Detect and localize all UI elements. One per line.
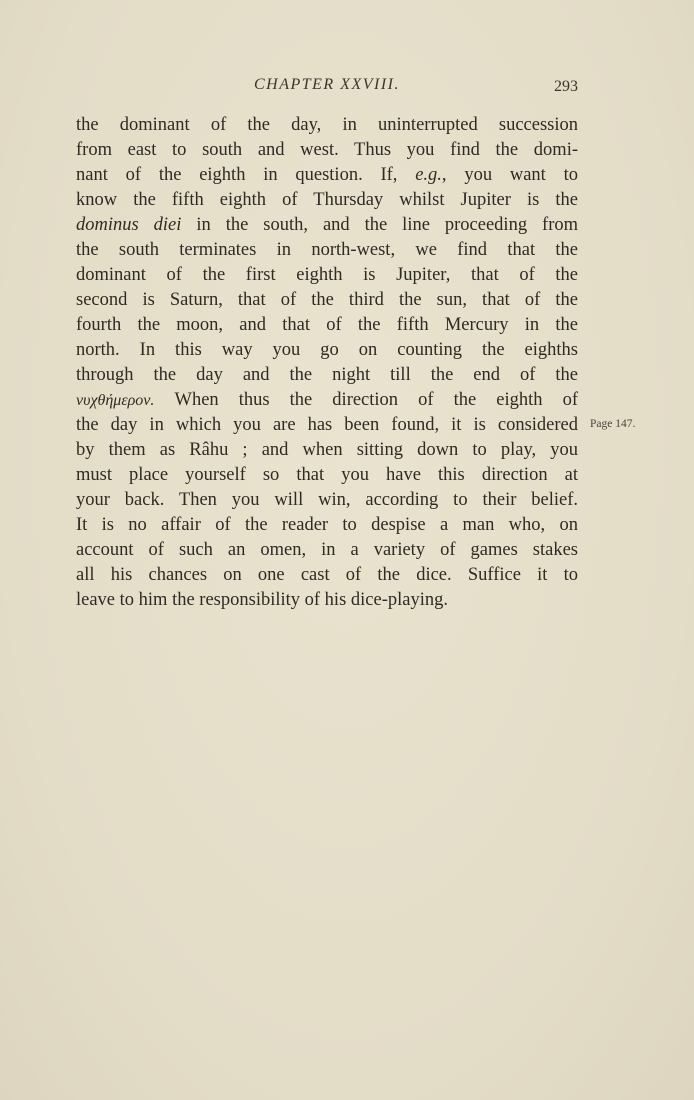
body-text <box>76 113 578 613</box>
text-line: dominus diei in the south, and the line proceeding from <box>76 215 578 235</box>
text-line: fourth the moon, and that of the fifth Mercury in the <box>76 315 578 335</box>
text-line: nant of the eighth in question. If, e.g., you want to <box>76 165 578 185</box>
text-line: the dominant of the day, in uninterrupted succession <box>76 115 578 135</box>
margin-page-reference: Page 147. <box>590 418 636 430</box>
text-line: the day in which you are has been found, it is considered <box>76 415 578 435</box>
text-line: leave to him the responsibility of his dice-playing. <box>76 590 448 610</box>
text-line: by them as Râhu ; and when sitting down to play, you <box>76 440 578 460</box>
page-header <box>76 76 578 100</box>
text-line: all his chances on one cast of the dice. Suffice it to <box>76 565 578 585</box>
text-line: must place yourself so that you have this direction at <box>76 465 578 485</box>
text-line: north. In this way you go on counting the eighths <box>76 340 578 360</box>
text-line: dominant of the first eighth is Jupiter, that of the <box>76 265 578 285</box>
italic-latin-phrase: dominus diei <box>76 215 182 235</box>
text-line: the south terminates in north-west, we find that the <box>76 240 578 260</box>
text-line: νυχθήμερον. When thus the direction of the eighth of <box>76 390 578 410</box>
greek-word: νυχθήμερον. <box>76 392 155 409</box>
page-number: 293 <box>554 78 578 95</box>
italic-abbreviation: e.g. <box>415 165 442 185</box>
text-line: know the fifth eighth of Thursday whilst Jupiter is the <box>76 190 578 210</box>
text-line: account of such an omen, in a variety of games stakes <box>76 540 578 560</box>
text-line: through the day and the night till the end of the <box>76 365 578 385</box>
text-line: It is no affair of the reader to despise a man who, on <box>76 515 578 535</box>
running-head: CHAPTER XXVIII. <box>253 76 401 93</box>
text-line: second is Saturn, that of the third the sun, that of the <box>76 290 578 310</box>
text-line: from east to south and west. Thus you find the domi- <box>76 140 578 160</box>
text-line: your back. Then you will win, according to their belief. <box>76 490 578 510</box>
